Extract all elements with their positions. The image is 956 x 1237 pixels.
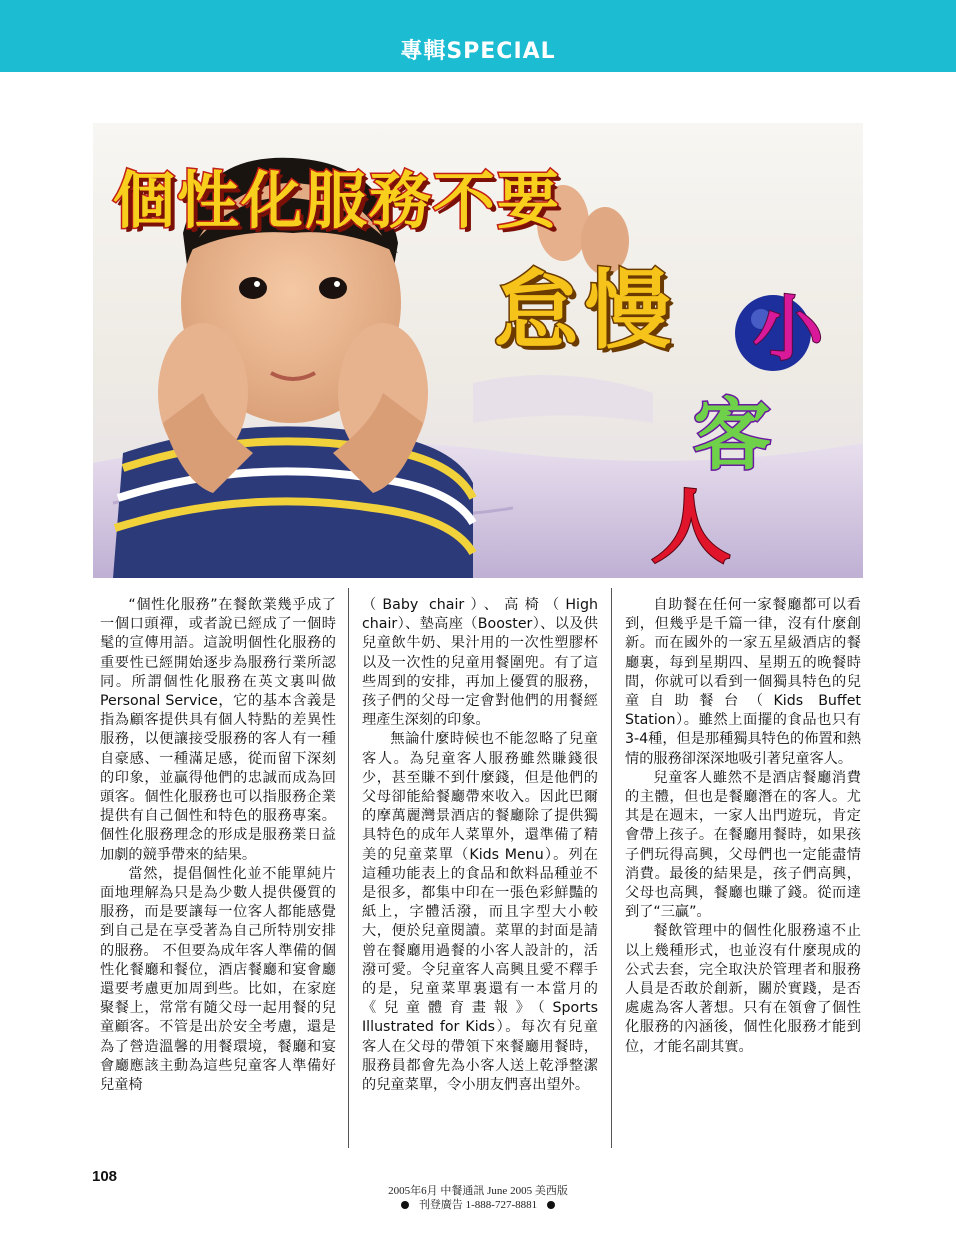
footer-ad-text: 刊登廣告 1-888-727-8881: [418, 1199, 538, 1211]
column-divider: [611, 588, 612, 1148]
bullet-icon: [401, 1201, 409, 1209]
footer-publication-info: 2005年6月 中餐通訊 June 2005 美西版: [388, 1185, 568, 1197]
header-bar: [0, 0, 956, 72]
paragraph: 餐飲管理中的個性化服務遠不止以上幾種形式，也並沒有什麼現成的公式去套，完全取決於管理者和服務人員是否敢於創新，關於實踐，是否處處為客人著想。只有在領會了個性化服務的內涵後，個性化服務才能到位，才能名副其實。: [625, 923, 861, 1055]
article-column-3: [625, 596, 861, 1057]
paragraph: 兒童客人雖然不是酒店餐廳消費的主體，但也是餐廳潛在的客人。尤其是在週末，一家人出門遊玩，肯定會帶上孩子。在餐廳用餐時，如果孩子們玩得高興，父母們也一定能盡情消費。最後的結果是，孩子們高興，父母也高興，餐廳也賺了錢。從而達到了“三贏”。: [625, 769, 861, 921]
hero-title-vertical-2: 客: [693, 391, 772, 481]
footer-advertising: [0, 1196, 956, 1212]
hero-title-line2: 怠慢: [493, 261, 677, 361]
article-column-1: [100, 596, 336, 1095]
article-column-2: [362, 596, 598, 1095]
bullet-icon: [547, 1201, 555, 1209]
paragraph: 無論什麼時候也不能忽略了兒童客人。為兒童客人服務雖然賺錢很少，甚至賺不到什麼錢，但是他們的父母卻能給餐廳帶來收入。因此巴爾的摩萬麗灣景酒店的餐廳除了提供獨具特色的成年人菜單外，還準備了精美的兒童菜單（Kids Menu）。列在這種功能表上的食品和飲料品種並不是很多，都集中印在一張色彩鮮豔的紙上，字體活潑，而且字型大小較大，便於兒童閱讀。菜單的封面是請曾在餐廳用過餐的小客人設計的，活潑可愛。令兒童客人高興且愛不釋手的是，兒童菜單裏還有一本當月的《兒童體育畫報》（Sports Illustrated for Kids）。每次有兒童客人在父母的帶領下來餐廳用餐時，服務員都會先為小客人送上乾淨整潔的兒童菜單，令小朋友們喜出望外。: [362, 731, 598, 1094]
paragraph: 自助餐在任何一家餐廳都可以看到，但幾乎是千篇一律，沒有什麼創新。而在國外的一家五星級酒店的餐廳裏，每到星期四、星期五的晚餐時間，你就可以看到一個獨具特色的兒童自助餐台（Kids Buffet Station）。雖然上面擺的食品也只有3-4種，但是那種獨具特色的佈置和熱情的服務卻深深地吸引著兒童客人。: [625, 597, 861, 767]
hero-image: [93, 123, 863, 578]
paragraph: （Baby chair）、高椅（High chair）、墊高座（Booster）、以及供兒童飲牛奶、果汁用的一次性塑膠杯以及一次性的兒童用餐圍兜。有了這些周到的安排，再加上優質的服務，孩子們的父母一定會對他們的用餐經理產生深刻的印象。: [362, 597, 598, 729]
paragraph: 當然，提倡個性化並不能單純片面地理解為只是為少數人提供優質的服務，而是要讓每一位客人都能感覺到自己是在享受著為自己所特別安排的服務。 不但要為成年客人準備的個性化餐廳和餐位，酒店餐廳和宴會廳還要考慮更加周到些。比如，在家庭聚餐上，常常有隨父母一起用餐的兒童顧客。不管是出於安全考慮，還是為了營造溫馨的用餐環境，餐廳和宴會廳應該主動為這些兒童客人準備好兒童椅: [100, 865, 336, 1094]
hero-title-vertical-3: 人: [651, 481, 731, 574]
page-number: 108: [92, 1168, 118, 1185]
hero-title-line1: 個性化服務不要: [113, 164, 562, 237]
column-divider: [348, 588, 349, 1148]
paragraph: “個性化服務”在餐飲業幾乎成了一個口頭禪，或者說已經成了一個時髦的宣傳用語。這說明個性化服務的重要性已經開始逐步為服務行業所認同。所謂個性化服務在英文裏叫做Personal Service，它的基本含義是指為顧客提供具有個人特點的差異性服務，以便讓接受服務的客人有一種自豪感、一種滿足感，從而留下深刻的印象，並贏得他們的忠誠而成為回頭客。個性化服務也可以指服務企業提供有自己個性和特色的服務專案。個性化服務理念的形成是服務業日益加劇的競爭帶來的結果。: [100, 597, 336, 863]
section-title: 專輯SPECIAL: [400, 39, 556, 64]
hero-title-vertical-1: 小: [753, 288, 823, 370]
